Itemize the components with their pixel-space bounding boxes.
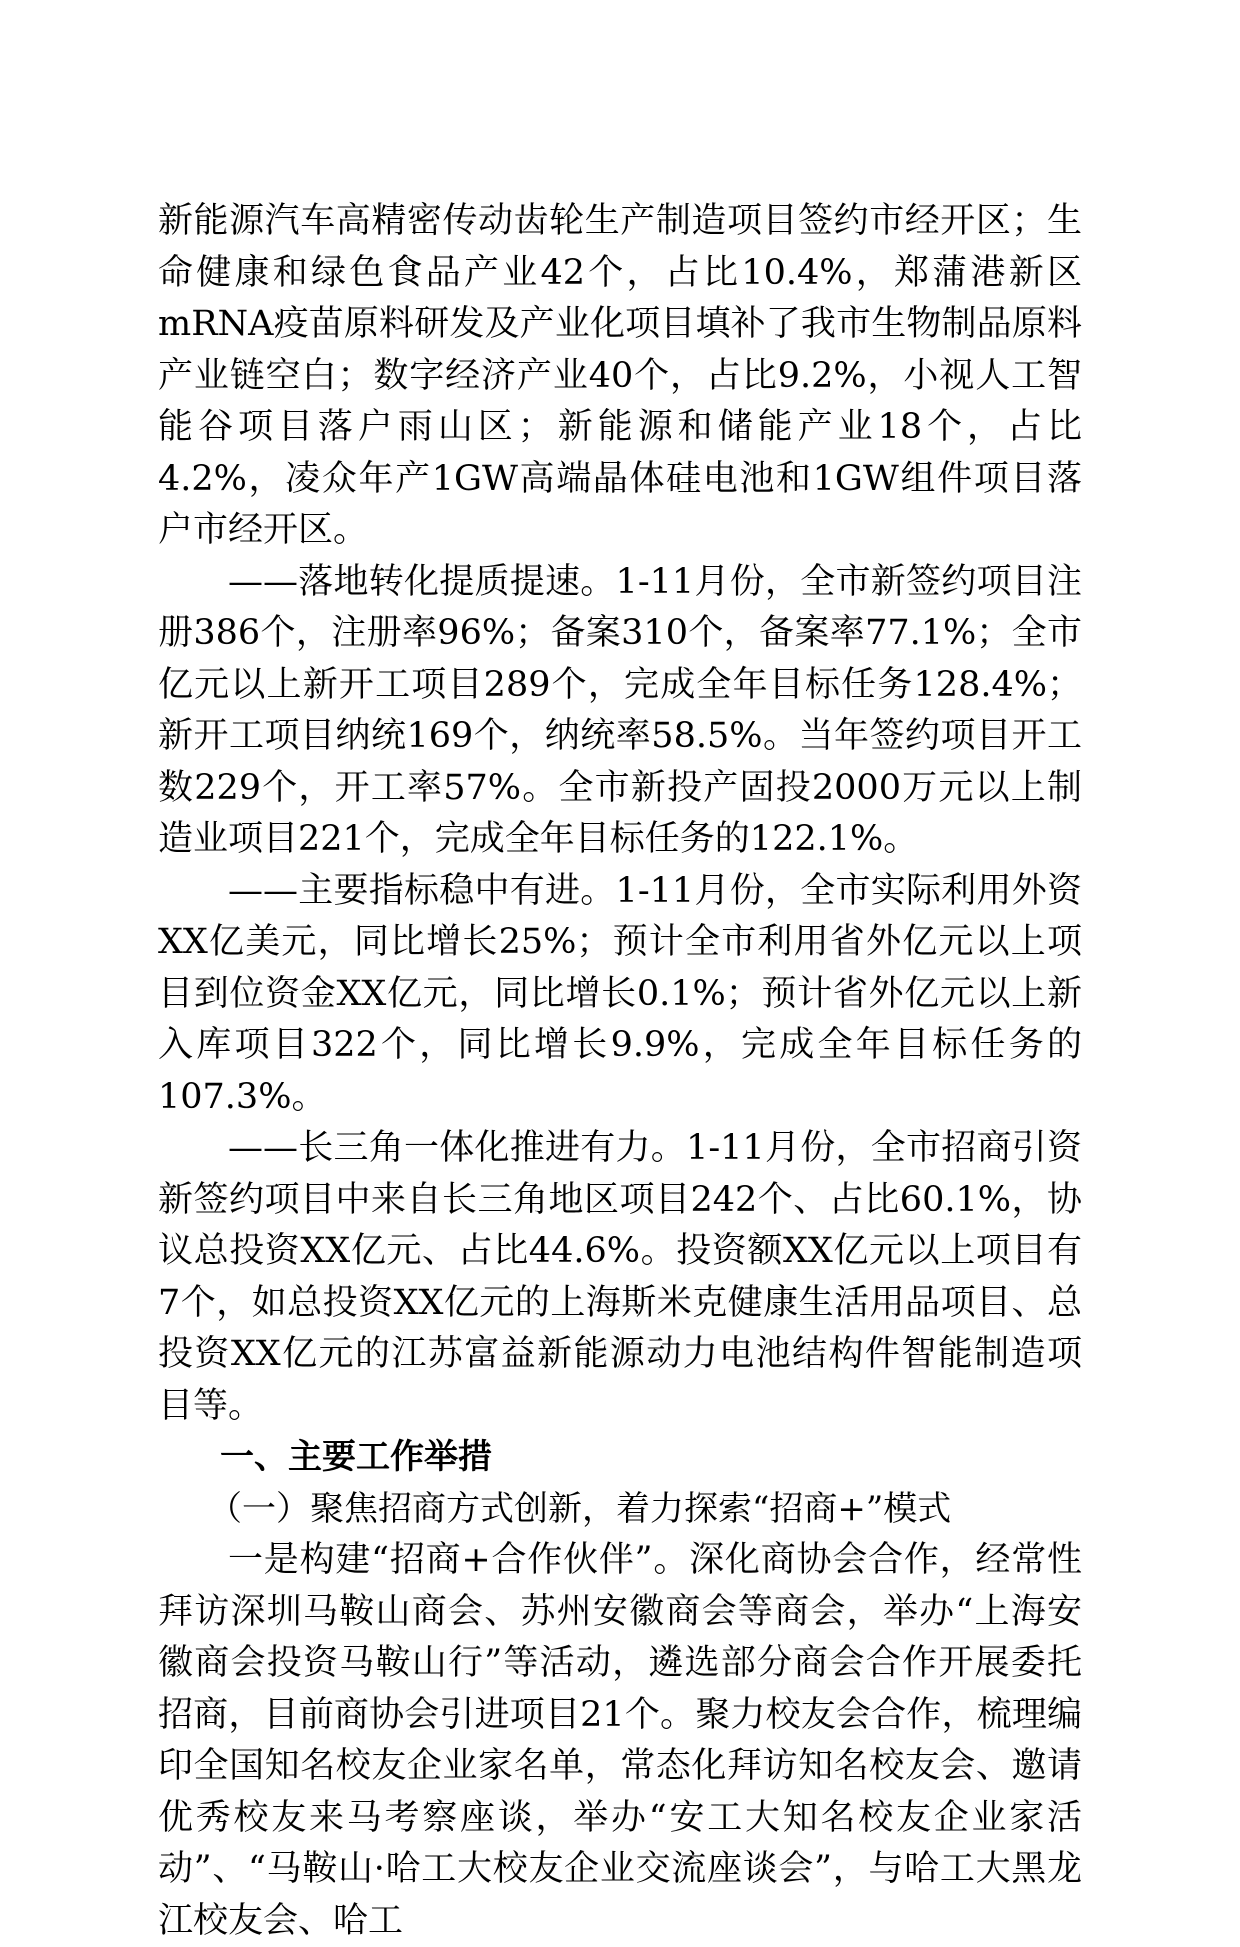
document-body [158, 196, 1082, 1947]
section-heading: 一、主要工作举措 [220, 1437, 492, 1477]
paragraph-industry-projects: 新能源汽车高精密传动齿轮生产制造项目签约市经开区；生命健康和绿色食品产业42个，占比10.4%，郑蒲港新区mRNA疫苗原料研发及产业化项目填补了我市生物制品原料产业链空白；数字经济产业40个，占比9.2%，小视人工智能谷项目落户雨山区；新能源和储能产业18个，占比4.2%，凌众年产1GW高端晶体硅电池和1GW组件项目落户市经开区。 [158, 201, 1082, 550]
paragraph-landing-conversion: ——落地转化提质提速。1-11月份，全市新签约项目注册386个，注册率96%；备案310个，备案率77.1%；全市亿元以上新开工项目289个，完成全年目标任务128.4%；新开工项目纳统169个，纳统率58.5%。当年签约项目开工数229个，开工率57%。全市新投产固投2000万元以上制造业项目221个，完成全年目标任务的122.1%。 [158, 561, 1082, 859]
paragraph-main-indicators: ——主要指标稳中有进。1-11月份，全市实际利用外资XX亿美元，同比增长25%；预计全市利用省外亿元以上项目到位资金XX亿元，同比增长0.1%；预计省外亿元以上新入库项目322个，同比增长9.9%，完成全年目标任务的107.3%。 [158, 870, 1082, 1117]
subsection-heading: （一）聚焦招商方式创新，着力探索“招商+”模式 [208, 1488, 952, 1529]
paragraph-yangtze-delta: ——长三角一体化推进有力。1-11月份，全市招商引资新签约项目中来自长三角地区项目242个、占比60.1%，协议总投资XX亿元、占比44.6%。投资额XX亿元以上项目有7个，如总投资XX亿元的上海斯米克健康生活用品项目、总投资XX亿元的江苏富益新能源动力电池结构件智能制造项目等。 [158, 1128, 1082, 1426]
paragraph-partner-model: 一是构建“招商+合作伙伴”。深化商协会合作，经常性拜访深圳马鞍山商会、苏州安徽商会等商会，举办“上海安徽商会投资马鞍山行”等活动，遴选部分商会合作开展委托招商，目前商协会引进项目21个。聚力校友会合作，梳理编印全国知名校友企业家名单，常态化拜访知名校友会、邀请优秀校友来马考察座谈，举办“安工大知名校友企业家活动”、“马鞍山·哈工大校友企业交流座谈会”，与哈工大黑龙江校友会、哈工 [158, 1540, 1082, 1941]
